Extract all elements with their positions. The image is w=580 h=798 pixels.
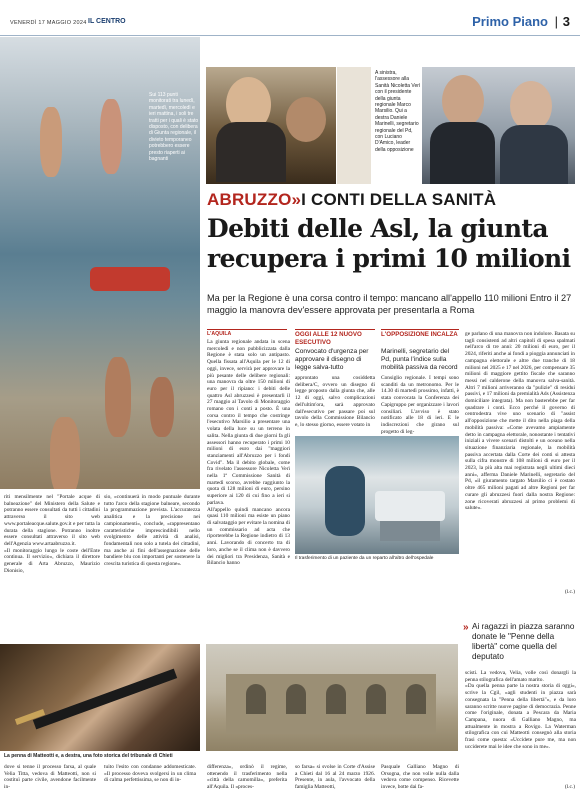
dateline: L'AQUILA bbox=[207, 331, 232, 337]
headline: Debiti delle Asl, la giunta recupera i primi 10 milioni bbox=[207, 214, 571, 273]
bottom-col2: tuito l'esito con condanne addomesticate. «Il processo doveva svolgersi in un clima di calma perfettissima, se non di in- bbox=[104, 764, 196, 784]
col3-sub: Marinelli, segretario del Pd, punta l'indice sulla mobilità passiva da record bbox=[381, 348, 458, 371]
chieti-tribunal-photo bbox=[206, 644, 458, 751]
bottom-caption: La penna di Matteotti e, a destra, una foto storica del tribunale di Chieti bbox=[4, 753, 173, 759]
bottom-col5: Pasquale Galliano Magno di Orsogna, che non volle nulla dalla vedova come compenso. Ricevette invece, botte dai fa- bbox=[381, 764, 459, 791]
hospital-photo bbox=[295, 436, 459, 554]
bottom-col3: differenza», ordinò il regime, ottenendo il trasferimento nella «città della camomilla», preferita all'Aquila. Il «proces- bbox=[207, 764, 287, 791]
beach-caption: Sui 113 punti monitorati tra lunedì, martedì, mercoledì e ieri mattina, i soli tre tratti per i quali è stato disposto, con delibera di Giunta regionale, il divieto temporaneo potrebbero essere presto riaperti ai bagnanti bbox=[149, 92, 199, 163]
matteotti-pen-photo bbox=[0, 644, 200, 751]
col3-rule bbox=[381, 329, 459, 330]
hospital-caption: Il trasferimento di un paziente da un reparto all'altro dell'ospedale bbox=[295, 556, 434, 561]
article-col1: La giunta regionale andata in scena mercoledì e non pubblicizzata dalla Regione è stata solo un antipasto. Quella fissata all'Aquila per le 12 di oggi, invece, servirà per approvare la più pesante delle delibere regionali: una manovra da oltre 150 milioni di euro per il ripiano: i debiti delle quattro Asl abruzzesi è presentarli il 27 maggio al Tavolo di Monitoraggio romano con i conti a posto. È una corsa contro il tempo che costringe l'esecutivo Marsilio a presentare una volata della luce su un terreno in salita. Nella giunta di due giorni fa gli assessori hanno recuperato i primi 10 milioni di euro dai "maggiori stanziamenti all'Abruzzo per i fondi Covid". Ma il debito globale, come fra rivelato l'assessore Nicoletta Verì nella 1ª Commissione Sanità di martedì scorso, avrebbe raggiunto la quota di 128 milioni di euro, persino superiore ai 120 di cui fino a ieri si parlava. All'appello quindi mancano ancora quasi 110 milioni ma esiste un piano di salvataggio per evitare la nomina di un commissario ad acta che riporterebbe la Regione indietro di 13 anni. Lavorando di concerto tra di loro, anche se il clima non è davvero dei migliori tra Presidenza, Sanità e Bilancio hanno bbox=[207, 339, 290, 567]
col2-head: OGGI ALLE 12 NUOVO ESECUTIVO bbox=[295, 331, 362, 346]
newspaper-logo: IL CENTRO bbox=[88, 18, 126, 25]
box-arrow-icon: » bbox=[463, 622, 469, 633]
page-number: 3 bbox=[562, 14, 570, 29]
marinelli-damico-photo bbox=[422, 67, 575, 184]
bottom-col1: dove si tenne il processo farsa, al quale Velia Titta, vedova di Matteotti, non si costituì parte civile, avendone facilmente in- bbox=[4, 764, 96, 791]
article-col4: ge parlano di una manovra non indolore. Basata su tagli consistenti ad altri capitoli di spesa spalmati nell'arco di tre anni: 20 milioni di euro, per il 2024, riferiti anche ai fondi a pioggia annunciati in campagna elettorale e altre due tranche di 18 milioni nel 2025 e 17 nel 2026, per compensare 35 milioni di maggiore gettito fiscale che saranno messi nel calderone della manovra salva-sanità. Altri 7 milioni arriveranno da "pulizie" di residui passivi, e 17 milioni da premialità Ads (Assistenza domiciliare integrata). Ma non basterebbe per far quadrare i conti. Ecco perché il governo di centrodestra vive uno scenario di "assist all'opposizione che mette il dito nella piaga della mobilità passiva: «Come avevamo ampiamente detto in campagna elettorale, nonostante i tentativi iniziali a vivere scenari distolti e un oceano nella situazione finanziaria regionale, la mobilità passiva accertata dalla Corte dei conti si attesta sulla cifra monstre di 108 milioni di euro per il 2023, la più alta mai registrata negli ultimi dieci anni», afferma Daniele Marinelli, segretario del Pd, «il giuramento targato Marsilio ci è costato oltre 465 milioni pagati ad altre Regioni per far curare gli abruzzesi fuori dalla nostra Regione: zone ricoverati abruzzesi al primo problemi di salute». bbox=[465, 331, 575, 512]
page-header bbox=[0, 0, 580, 36]
kicker-arrows: » bbox=[291, 190, 302, 209]
kicker-region: ABRUZZO bbox=[207, 190, 292, 209]
article-col2: approntato una cosiddetta delibera/C, ovvero un disegno di legge proposto dalla giunta che, alle 12 di oggi, salvo complicazioni dell'ultim'ora, sarà approvato dall'esecutivo per passare poi sul tavolo della Commissione Bilancio e, lo stesso giorno, essere votato in bbox=[295, 375, 375, 428]
kicker bbox=[207, 190, 496, 210]
photo-caption: A sinistra, l'assessore alla Sanità Nicoletta Verì con il presidente della giunta regionale Marco Marsilio. Qui a destra Daniele Marinelli, segretario regionale del Pd, con Luciano D'Amico, leader della opposizione bbox=[375, 70, 421, 153]
kicker-topic: I CONTI DELLA SANITÀ bbox=[301, 190, 497, 209]
box-signature: (l.c.) bbox=[564, 784, 575, 790]
photo-caption-bg bbox=[337, 67, 371, 184]
col4-signature: (l.c.) bbox=[564, 589, 575, 595]
section-name: Primo Piano bbox=[472, 14, 548, 29]
box-title: Ai ragazzi in piazza saranno donate le "Penne della libertà" come quella del deputato bbox=[472, 622, 575, 661]
issue-date: VENERDÌ 17 MAGGIO 2024 bbox=[10, 20, 87, 26]
box-text: scisti. La vedova, Velia, volle così donargli la penna stilografica dell'amato marito. «Da quella penna parte la nostra storia di oggi», scrive la Cgil, «agli studenti in piazza sarà consegnata la "Penna della libertà"», e da loro saranno scritte nuove pagine di democrazia. Penne come l'originale, donata a Pescara da Maria Campana, nuora di Galliano Magno, ma attualmente in mostra a Rovigo. La Waterman stilografica con cui Matteotti consegnò alla storia frasi come questa: «Uccidete pure me, ma non ucciderete mai le idee che sono in me». bbox=[465, 670, 576, 750]
col1-rule bbox=[207, 329, 287, 330]
arta-text-col1: riti mensilmente nel "Portale acque di balneazione" del Ministero della Salute e potranno essere consultati da tutti i cittadini attraverso il sito web www.portaleacque.salute.gov.it e per tutta la durata della stagione. Potranno inoltre essere consultati attraverso il sito web dell'Agenzia www.artaabruzzo.it. «Il monitoraggio lungo le coste dell'Ente continua. Il servizio», dichiara il direttore generale di Arta Abruzzo, Maurizio Dionisio, bbox=[4, 494, 100, 574]
col2-rule bbox=[295, 329, 375, 330]
header-divider: | bbox=[554, 14, 558, 29]
article-col3: Consiglio regionale. I tempi sono scanditi da un metronomo. Per le 14.30 di martedì prossimo, infatti, è stata convocata la Conferenza dei Capigruppo per organizzare i lavori consiliari. L'avviso è stato notificato alle 18 di ieri. E le indiscrezioni che girano sul progetto di leg- bbox=[381, 375, 459, 435]
col2-sub: Convocato d'urgenza per approvare il disegno di legge salva-tutto bbox=[295, 348, 369, 371]
bottom-col4: so farsa» si svolse in Corte d'Assise a Chieti dal 16 al 24 marzo 1926. Presente, in aula, l'avvocato della famiglia Matteotti, bbox=[295, 764, 375, 791]
subheadline: Ma per la Regione è una corsa contro il tempo: mancano all'appello 110 milioni Entro il 27 maggio la manovra dev'essere approvata per presentarla a Roma bbox=[207, 293, 572, 315]
verì-marsilio-photo bbox=[206, 67, 336, 184]
arta-text-col2: sio, «continuerà in modo puntuale durante tutto l'arco della stagione balneare, secondo la programmazione prevista. L'accuratezza analitica e la precisione nei campionamenti», conclude, «rappresentano caratteristiche imprescindibili nello svolgimento delle attività di analisi, fondamentali non solo a tutela dei cittadini, ma anche ai fini dell'assegnazione delle bandiere blu con importanti per sostenere la crescita turistica di questa regione». bbox=[104, 494, 200, 568]
col3-head: L'OPPOSIZIONE INCALZA bbox=[381, 331, 458, 338]
